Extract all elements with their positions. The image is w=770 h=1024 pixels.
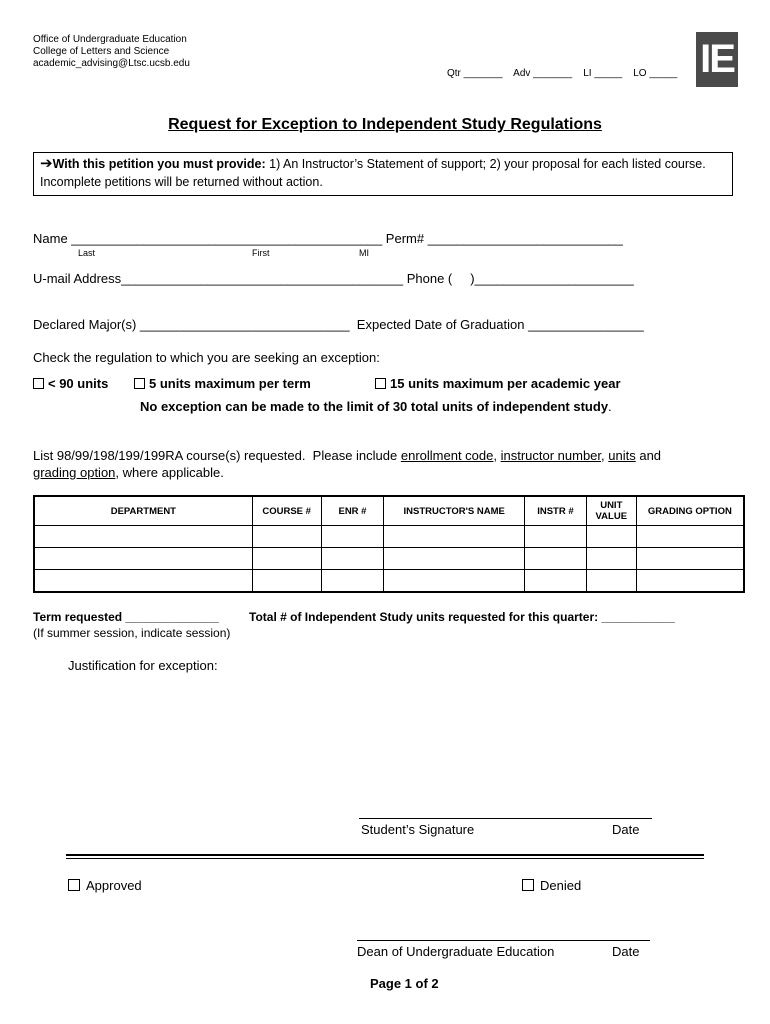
table-cell[interactable] — [384, 548, 525, 570]
checkbox-icon[interactable] — [522, 879, 534, 891]
column-header-grading-option: GRADING OPTION — [636, 496, 744, 526]
column-header-department: DEPARTMENT — [34, 496, 252, 526]
list-instructions-line-1: List 98/99/198/199/199RA course(s) requested. Please include enrollment code, instructor number, units and — [33, 448, 662, 463]
table-cell[interactable] — [252, 526, 321, 548]
student-date-label: Date — [612, 822, 640, 837]
table-cell[interactable] — [321, 548, 384, 570]
office-line-1: Office of Undergraduate Education — [33, 34, 187, 45]
table-header-row — [34, 496, 744, 526]
dean-signature-line[interactable] — [357, 940, 650, 941]
arrow-icon: ➔ — [40, 155, 53, 172]
dean-date-label: Date — [612, 944, 640, 959]
regulation-prompt: Check the regulation to which you are seeking an exception: — [33, 350, 380, 365]
table-cell[interactable] — [34, 548, 252, 570]
list-instructions-line-2: grading option, where applicable. — [33, 465, 224, 480]
notice-lead: With this petition you must provide: — [52, 157, 266, 171]
summer-session-note: (If summer session, indicate session) — [33, 626, 231, 640]
student-signature-label: Student’s Signature — [361, 822, 475, 837]
option-15-units[interactable]: 15 units maximum per academic year — [375, 376, 621, 391]
name-sub-mi: MI — [359, 248, 369, 258]
umail-phone-field[interactable]: U-mail Address_______________________________________ Phone ( )______________________ — [33, 271, 634, 286]
justification-label: Justification for exception: — [68, 658, 218, 673]
notice-text: 1) An Instructor’s Statement of support; 2) your proposal for each listed course. Incomplete petitions will be returned without action. — [40, 157, 706, 189]
approved-option[interactable]: Approved — [68, 878, 142, 893]
checkbox-icon[interactable] — [375, 378, 386, 389]
office-line-2: College of Letters and Science — [33, 46, 170, 57]
major-graduation-field[interactable]: Declared Major(s) _____________________________ Expected Date of Graduation ________________ — [33, 317, 644, 332]
column-header-unit-value: UNIT VALUE — [586, 496, 636, 526]
regulation-note: No exception can be made to the limit of 30 total units of independent study. — [140, 399, 612, 414]
office-email: academic_advising@Ltsc.ucsb.edu — [33, 58, 190, 69]
table-cell[interactable] — [525, 548, 587, 570]
table-row — [34, 548, 744, 570]
name-sub-first: First — [252, 248, 270, 258]
student-signature-line[interactable] — [359, 818, 652, 819]
option-5-units[interactable]: 5 units maximum per term — [134, 376, 311, 391]
separator-line — [66, 854, 704, 856]
column-header-course: COURSE # — [252, 496, 321, 526]
option-90-units[interactable]: < 90 units — [33, 376, 108, 391]
checkbox-icon[interactable] — [134, 378, 145, 389]
table-cell[interactable] — [321, 526, 384, 548]
table-cell[interactable] — [384, 570, 525, 593]
table-row — [34, 570, 744, 593]
total-units-field[interactable]: Total # of Independent Study units requested for this quarter: ___________ — [249, 610, 675, 624]
table-cell[interactable] — [34, 570, 252, 593]
office-use-codes: Qtr _______ Adv _______ LI _____ LO _____ — [447, 68, 678, 79]
checkbox-icon[interactable] — [33, 378, 44, 389]
table-cell[interactable] — [636, 526, 744, 548]
ie-logo: IE — [696, 32, 738, 87]
page-number: Page 1 of 2 — [370, 976, 439, 991]
table-cell[interactable] — [586, 548, 636, 570]
table-cell[interactable] — [34, 526, 252, 548]
term-requested-field[interactable]: Term requested ______________ — [33, 610, 219, 624]
separator-line-inner — [66, 858, 704, 859]
column-header-enr: ENR # — [321, 496, 384, 526]
courses-table — [33, 495, 745, 593]
table-cell[interactable] — [252, 570, 321, 593]
checkbox-icon[interactable] — [68, 879, 80, 891]
table-cell[interactable] — [384, 526, 525, 548]
name-sub-last: Last — [78, 248, 96, 258]
table-row — [34, 526, 744, 548]
dean-signature-label: Dean of Undergraduate Education — [357, 944, 555, 959]
column-header-instr: INSTR # — [525, 496, 587, 526]
column-header-instructor-name: INSTRUCTOR'S NAME — [384, 496, 525, 526]
table-cell[interactable] — [586, 570, 636, 593]
denied-option[interactable]: Denied — [522, 878, 581, 893]
notice-box — [33, 152, 733, 196]
table-cell[interactable] — [636, 570, 744, 593]
table-cell[interactable] — [525, 526, 587, 548]
name-perm-field[interactable]: Name ___________________________________________ Perm# ___________________________ — [33, 231, 623, 246]
form-title: Request for Exception to Independent Study Regulations — [168, 116, 602, 133]
table-cell[interactable] — [321, 570, 384, 593]
table-cell[interactable] — [525, 570, 587, 593]
table-cell[interactable] — [586, 526, 636, 548]
table-cell[interactable] — [252, 548, 321, 570]
table-cell[interactable] — [636, 548, 744, 570]
